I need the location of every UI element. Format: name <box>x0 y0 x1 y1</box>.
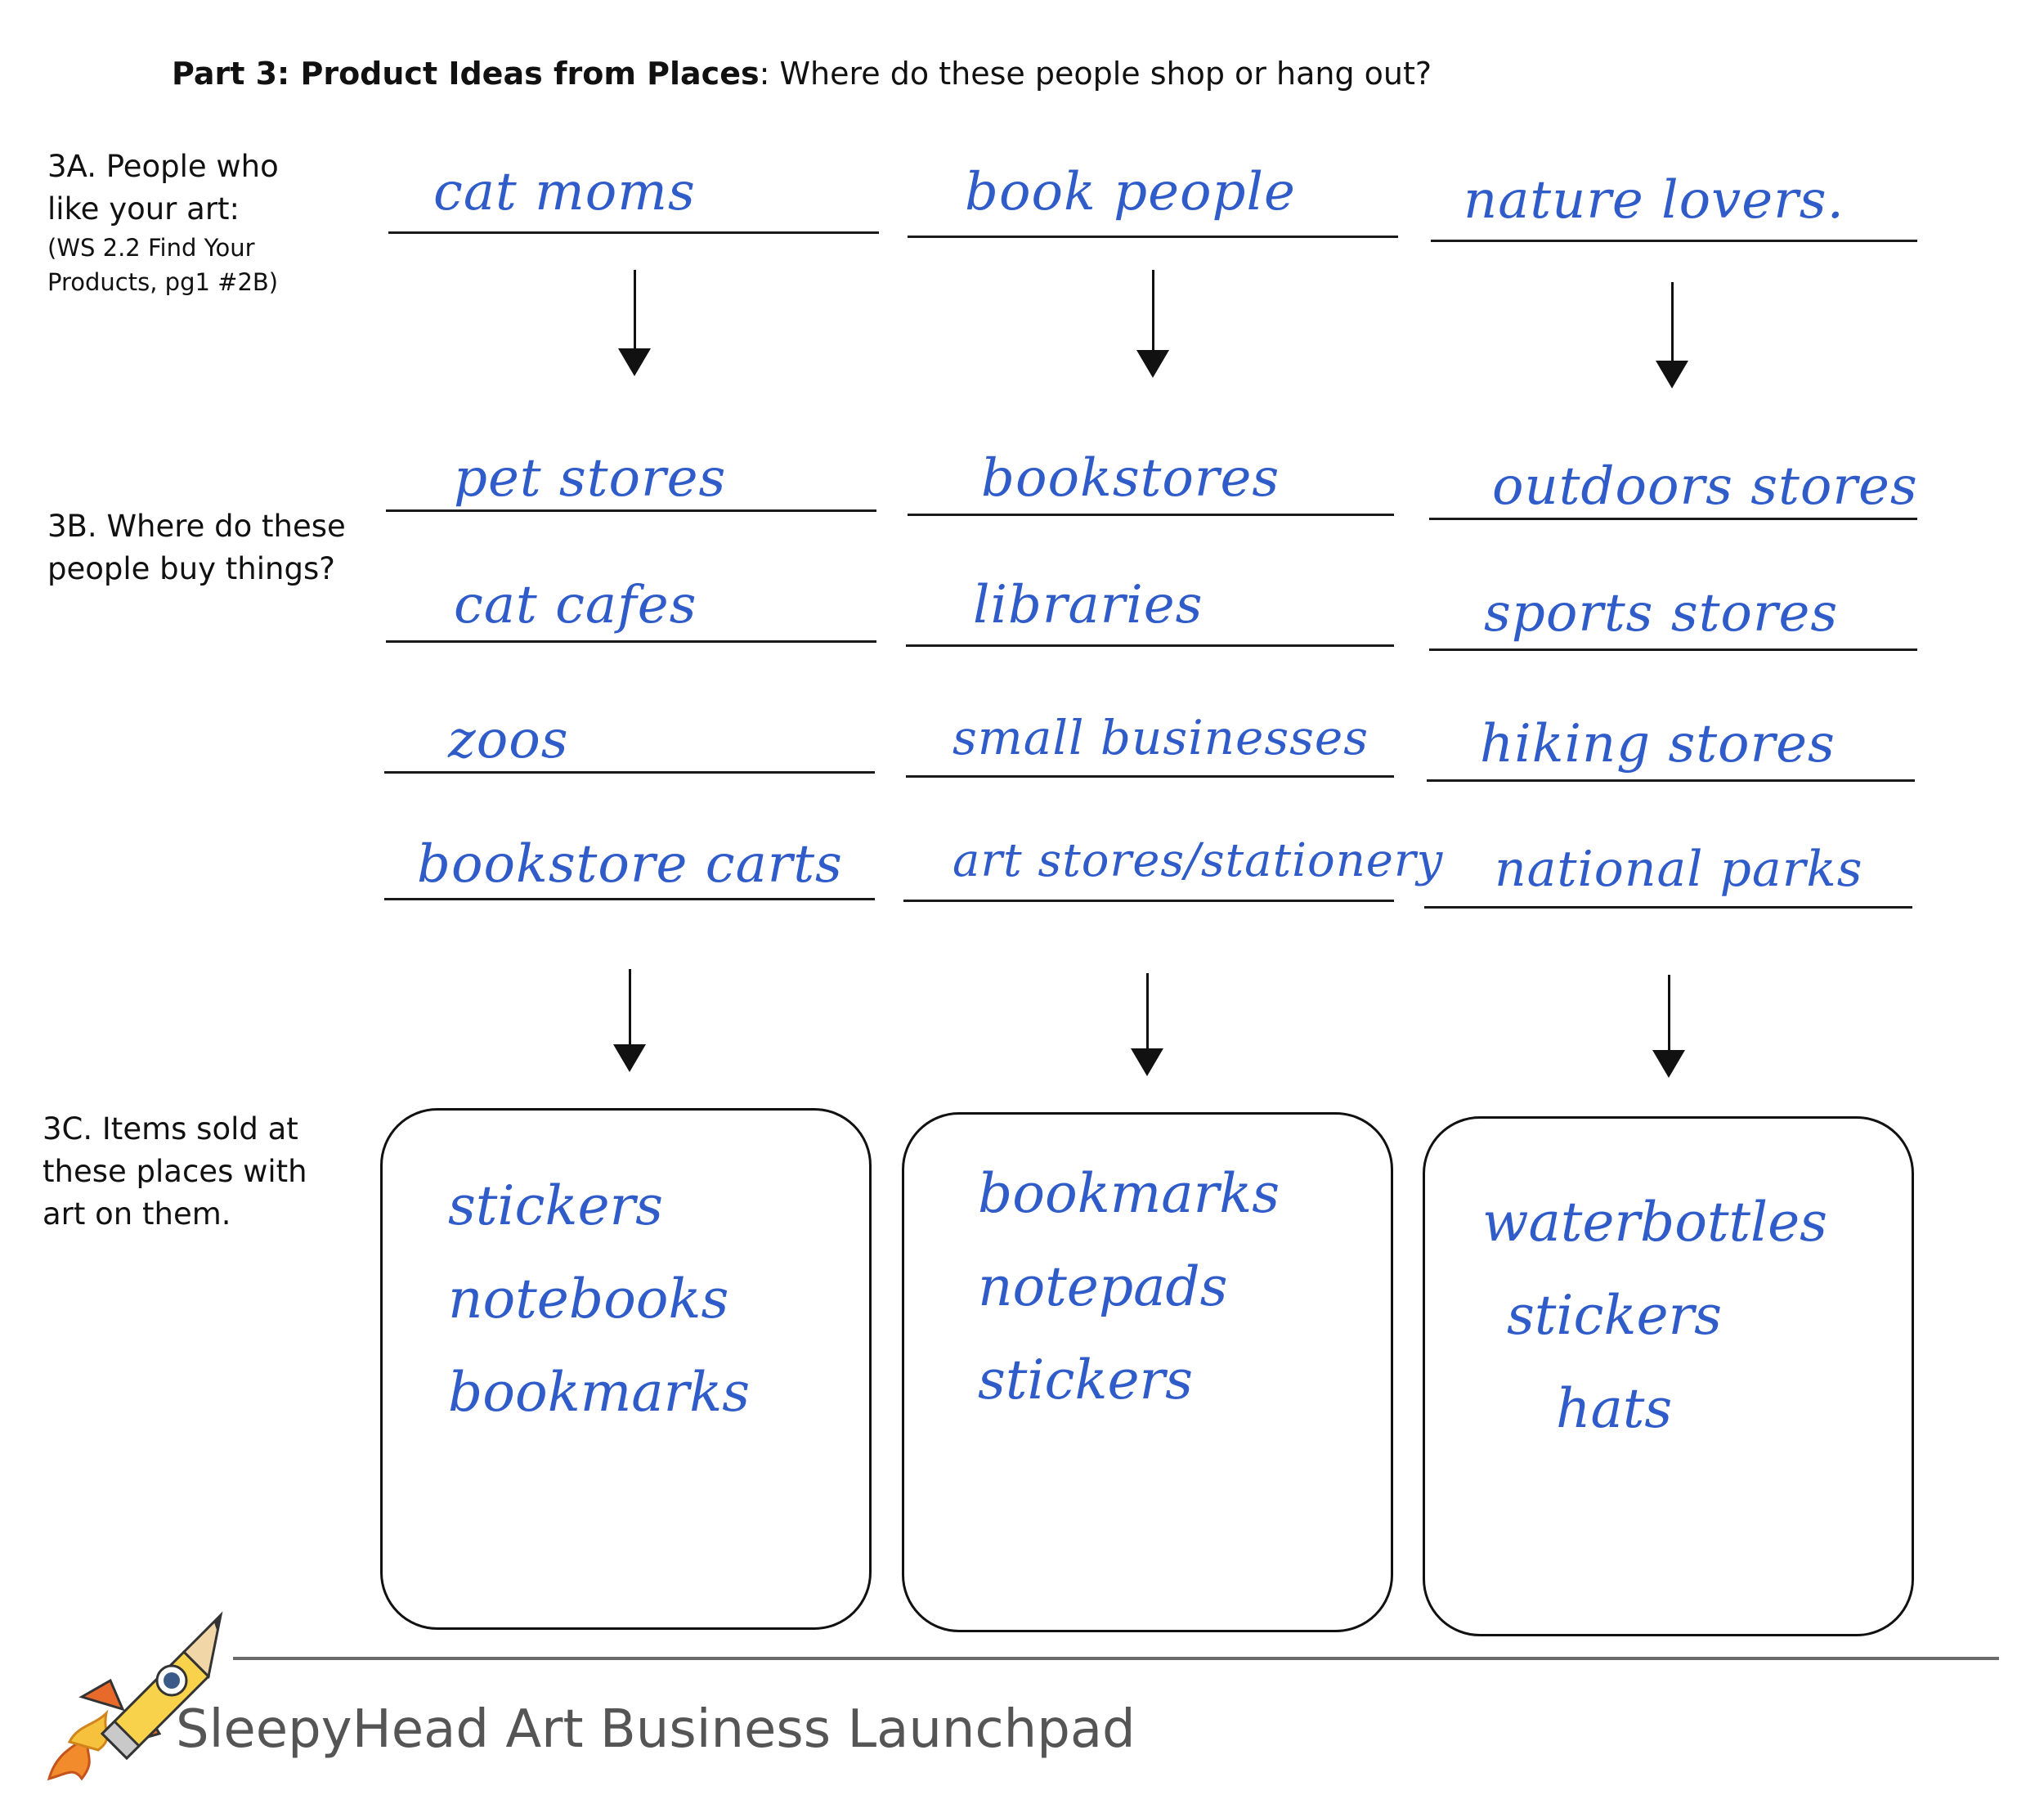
label-3c-line2: these places with <box>43 1154 307 1189</box>
label-3a-line1: 3A. People who <box>47 149 279 184</box>
arrow-down-icon <box>613 969 646 1075</box>
arrow-down-icon <box>1652 975 1685 1081</box>
items-box-col2 <box>902 1112 1393 1632</box>
label-3a-line2: like your art: <box>47 191 240 227</box>
label-3c-line3: art on them. <box>43 1196 231 1232</box>
arrow-down-icon <box>1136 270 1169 376</box>
brand-name: SleepyHead Art Business Launchpad <box>176 1699 1136 1760</box>
item-col2-3: stickers <box>978 1349 1193 1411</box>
label-3b <box>47 505 346 590</box>
place-col1-2: cat cafes <box>454 575 697 635</box>
label-3a-ref1: (WS 2.2 Find Your <box>47 234 255 262</box>
arrow-down-icon <box>618 270 651 376</box>
page-heading <box>172 56 1432 92</box>
arrow-down-icon <box>1131 973 1163 1079</box>
items-list-col2 <box>978 1147 1280 1427</box>
place-col3-3: hiking stores <box>1480 714 1836 774</box>
rule-3b-col3-4 <box>1424 906 1912 909</box>
rule-3b-col2-1 <box>908 514 1394 516</box>
rule-3b-col1-1 <box>386 509 876 512</box>
people-col1: cat moms <box>433 162 696 222</box>
item-col2-2: notepads <box>978 1255 1228 1318</box>
rule-3b-col2-2 <box>906 644 1394 647</box>
people-col2: book people <box>965 162 1296 222</box>
place-col3-2: sports stores <box>1484 583 1839 644</box>
place-col1-1: pet stores <box>454 448 727 509</box>
place-col2-2: libraries <box>973 575 1204 635</box>
item-col3-1: waterbottles <box>1482 1191 1828 1254</box>
rule-3a-col2 <box>908 236 1398 238</box>
footer-divider <box>233 1657 1999 1660</box>
label-3b-line1: 3B. Where do these <box>47 509 346 544</box>
heading-bold: Part 3: Product Ideas from Places <box>172 56 760 92</box>
item-col1-3: bookmarks <box>448 1361 751 1424</box>
rule-3b-col1-2 <box>386 640 876 643</box>
label-3a <box>47 146 279 299</box>
item-col1-2: notebooks <box>448 1268 729 1331</box>
rule-3b-col2-3 <box>906 775 1394 778</box>
rule-3b-col2-4 <box>903 900 1394 902</box>
items-list-col3 <box>1482 1176 1827 1456</box>
items-list-col1 <box>448 1160 750 1439</box>
label-3c-line1: 3C. Items sold at <box>43 1111 298 1147</box>
label-3a-ref2: Products, pg1 #2B) <box>47 268 279 296</box>
item-col1-1: stickers <box>448 1174 663 1237</box>
arrow-down-icon <box>1656 282 1688 388</box>
label-3c <box>43 1108 307 1236</box>
rule-3b-col1-3 <box>384 771 875 774</box>
place-col3-1: outdoors stores <box>1492 456 1918 517</box>
label-3b-line2: people buy things? <box>47 551 335 586</box>
place-col2-3: small businesses <box>953 710 1369 765</box>
place-col1-3: zoos <box>448 710 569 770</box>
rule-3a-col3 <box>1431 240 1917 242</box>
place-col1-4: bookstore carts <box>417 834 843 895</box>
people-col3: nature lovers. <box>1464 170 1845 231</box>
place-col2-4: art stores/stationery <box>953 834 1444 887</box>
heading-rest: : Where do these people shop or hang out? <box>759 56 1432 92</box>
items-box-col1 <box>380 1108 872 1630</box>
rule-3a-col1 <box>388 231 879 234</box>
rule-3b-col3-3 <box>1427 779 1915 782</box>
rule-3b-col3-2 <box>1429 648 1917 651</box>
items-box-col3 <box>1423 1116 1914 1636</box>
place-col2-1: bookstores <box>981 448 1280 509</box>
rule-3b-col3-1 <box>1429 518 1917 520</box>
place-col3-4: national parks <box>1495 841 1863 898</box>
item-col3-2: stickers <box>1507 1284 1722 1347</box>
rule-3b-col1-4 <box>384 898 875 900</box>
item-col2-1: bookmarks <box>978 1162 1280 1225</box>
item-col3-3: hats <box>1556 1377 1673 1440</box>
